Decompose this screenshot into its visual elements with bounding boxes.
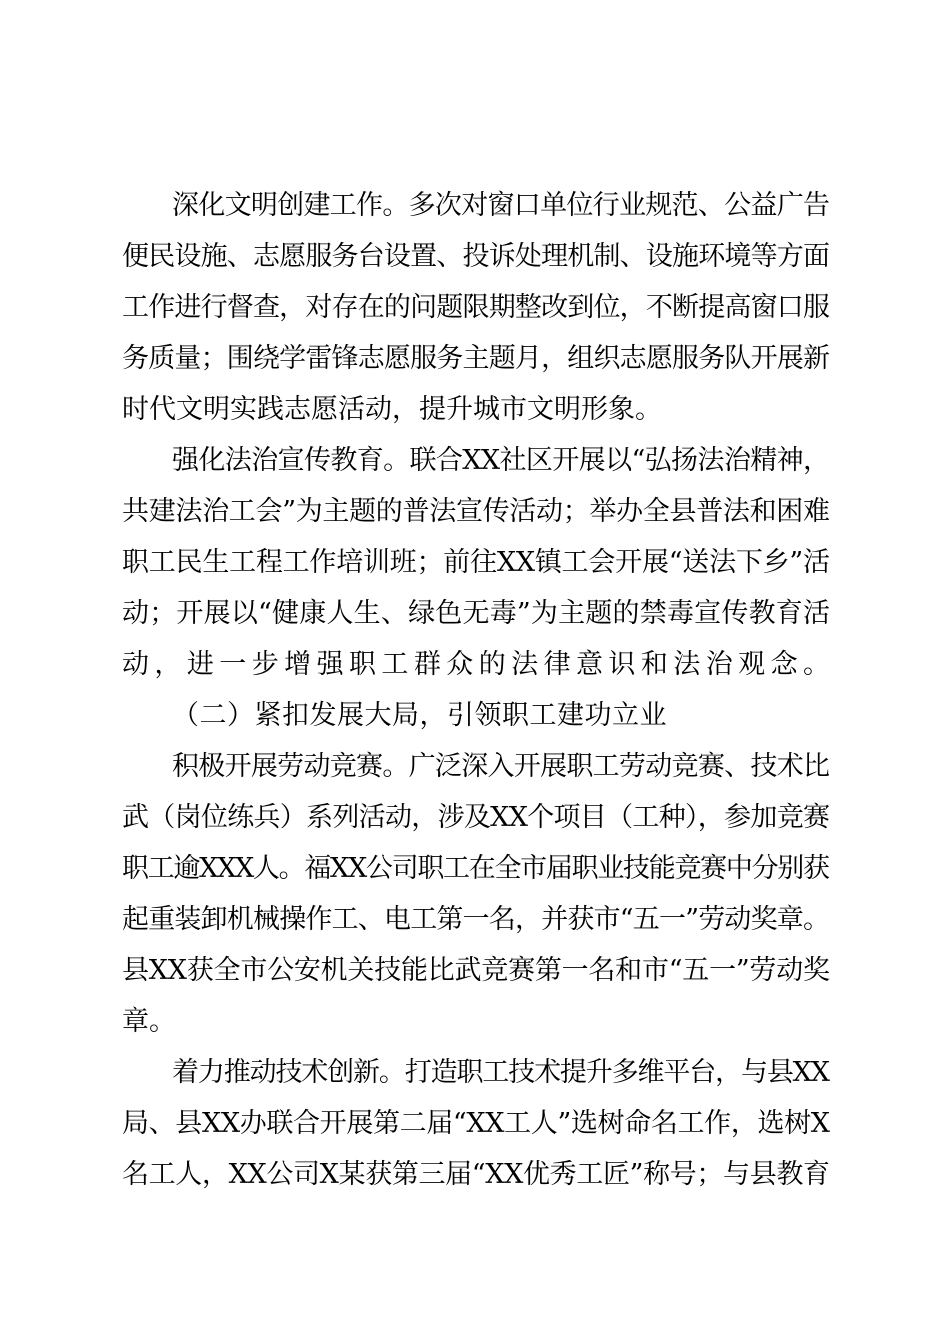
paragraph-line: [0, 645, 950, 685]
line-text: 职工民生工程工作培训班；前往XX镇工会开展“送法下乡”活: [122, 547, 830, 578]
paragraph-line: [0, 1002, 950, 1042]
line-text: 深化文明创建工作。多次对窗口单位行业规范、公益广告: [172, 190, 830, 221]
paragraph-line: [0, 237, 950, 277]
line-text: 便民设施、志愿服务台设置、投诉处理机制、设施环境等方面: [122, 241, 830, 272]
paragraph-line: [0, 1155, 950, 1195]
paragraph-line: [0, 1104, 950, 1144]
paragraph-line: [0, 186, 950, 226]
line-text: 工作进行督查，对存在的问题限期整改到位，不断提高窗口服: [122, 292, 830, 323]
paragraph-line: [0, 492, 950, 532]
line-text: 名工人，XX公司X某获第三届“XX优秀工匠”称号；与县教育: [122, 1159, 830, 1190]
paragraph-line: [0, 288, 950, 328]
line-text: 动，进一步增强职工群众的法律意识和法治观念。: [122, 649, 836, 680]
paragraph-line: [0, 441, 950, 481]
line-text: 章。: [122, 1006, 176, 1037]
paragraph-line: [0, 798, 950, 838]
line-text: 务质量；围绕学雷锋志愿服务主题月，组织志愿服务队开展新: [122, 343, 830, 374]
line-text: 动；开展以“健康人生、绿色无毒”为主题的禁毒宣传教育活: [122, 598, 831, 629]
paragraph-line: [0, 1053, 950, 1093]
heading-text: （二）紧扣发展大局，引领职工建功立业: [172, 700, 667, 731]
paragraph-line: [0, 747, 950, 787]
paragraph-line: [0, 951, 950, 991]
paragraph-line: [0, 849, 950, 889]
paragraph-line: [0, 900, 950, 940]
line-text: 积极开展劳动竞赛。广泛深入开展职工劳动竞赛、技术比: [172, 751, 830, 782]
paragraph-line: [0, 543, 950, 583]
section-heading: [0, 696, 950, 736]
line-text: 局、县XX办联合开展第二届“XX工人”选树命名工作，选树X: [122, 1108, 830, 1139]
line-text: 武（岗位练兵）系列活动，涉及XX个项目（工种），参加竞赛: [122, 802, 830, 833]
line-text: 起重装卸机械操作工、电工第一名，并获市“五一”劳动奖章。: [122, 904, 830, 935]
line-text: 强化法治宣传教育。联合XX社区开展以“弘扬法治精神，: [172, 445, 830, 476]
paragraph-line: [0, 390, 950, 430]
paragraph-line: [0, 594, 950, 634]
line-text: 县XX获全市公安机关技能比武竞赛第一名和市“五一”劳动奖: [122, 955, 830, 986]
paragraph-line: [0, 339, 950, 379]
line-text: 共建法治工会”为主题的普法宣传活动；举办全县普法和困难: [122, 496, 830, 527]
line-text: 着力推动技术创新。打造职工技术提升多维平台，与县XX: [172, 1057, 829, 1088]
line-text: 职工逾XXX人。福XX公司职工在全市届职业技能竞赛中分别获: [122, 853, 829, 884]
line-text: 时代文明实践志愿活动，提升城市文明形象。: [122, 394, 662, 425]
